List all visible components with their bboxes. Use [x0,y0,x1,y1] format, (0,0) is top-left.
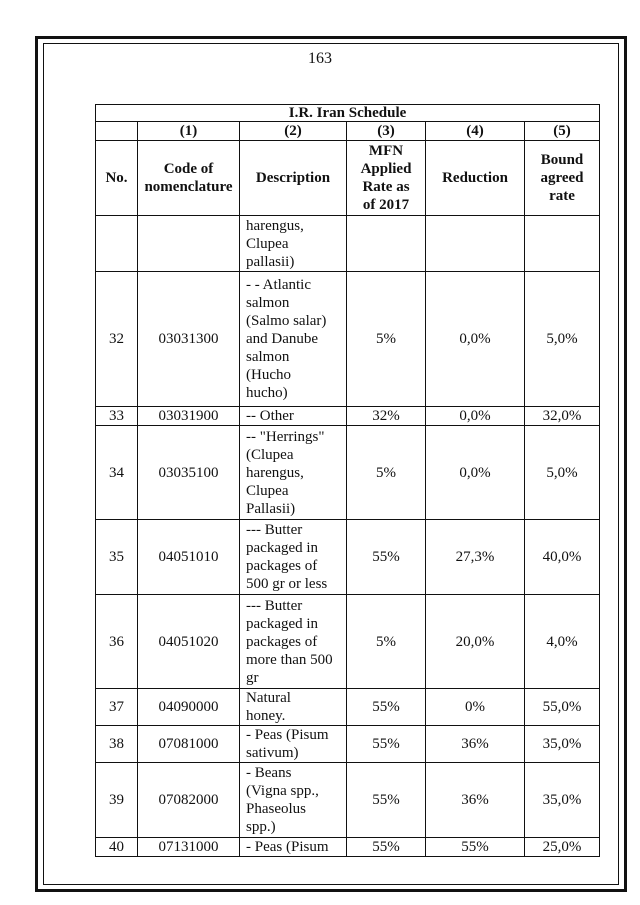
cell-mfn-rate: 55% [347,838,426,857]
description-line: packages of [246,558,318,574]
description-line: hucho) [246,385,288,401]
page-number: 163 [308,50,332,67]
description-line: spp.) [246,819,276,835]
header-row [96,141,600,216]
cell-no: 34 [96,426,138,520]
table-row [96,689,600,726]
table-row [96,426,600,520]
cell-code: 03035100 [138,426,240,520]
table-row [96,595,600,689]
description-line: (Vigna spp., [246,783,319,799]
cell-reduction: 0,0% [426,426,525,520]
cell-mfn-rate: 32% [347,407,426,426]
cell-description [240,726,347,763]
description-line: and Danube [246,331,319,347]
cell-code: 03031900 [138,407,240,426]
description-line: more than 500 [246,651,333,668]
cell-bound-rate: 4,0% [525,595,600,689]
table-row [96,726,600,763]
description-line: (Salmo salar) [246,313,327,329]
cell-code: 07081000 [138,726,240,763]
table-row [96,407,600,426]
description-line: Clupea [246,235,289,252]
description-line: packaged in [246,540,319,556]
description-line: 500 gr or less [246,576,328,592]
description-line: harengus, [246,217,304,234]
cell-mfn-rate: 5% [347,595,426,689]
cell-code: 04051020 [138,595,240,689]
cell-no: 39 [96,763,138,838]
table-title: I.R. Iran Schedule [96,105,600,122]
cell-no [96,216,138,272]
cell-no: 36 [96,595,138,689]
description-line: - Peas (Pisum [246,727,329,743]
description-line: packaged in [246,615,319,632]
header-no: No. [96,141,138,216]
cell-code [138,216,240,272]
description-line: Pallasii) [246,500,296,517]
cell-code: 07131000 [138,838,240,857]
cell-reduction [426,216,525,272]
cell-description [240,763,347,838]
description-line: Phaseolus [246,801,306,817]
header-mfn-rate: MFN Applied Rate as of 2017 [347,141,426,216]
description-line: (Clupea [246,446,294,463]
description-line: -- "Herrings" [246,428,325,445]
description-line: Clupea [246,482,289,499]
description-line: pallasii) [246,253,295,270]
table-row [96,216,600,272]
description-line: --- Butter [246,522,303,538]
cell-no: 40 [96,838,138,857]
cell-reduction: 27,3% [426,520,525,595]
description-line: - Beans [246,765,292,781]
table-title-row [96,105,600,122]
cell-mfn-rate: 55% [347,726,426,763]
cell-code: 07082000 [138,763,240,838]
cell-reduction: 0,0% [426,407,525,426]
cell-mfn-rate: 55% [347,689,426,726]
cell-code: 04051010 [138,520,240,595]
cell-bound-rate: 55,0% [525,689,600,726]
cell-bound-rate: 40,0% [525,520,600,595]
description-line: --- Butter [246,597,303,614]
description-line: (Hucho [246,367,291,383]
column-number: (2) [240,122,347,141]
description-line: honey. [246,708,286,724]
cell-description [240,689,347,726]
cell-bound-rate: 35,0% [525,763,600,838]
description-line: salmon [246,349,290,365]
table-row [96,520,600,595]
column-number-blank [96,122,138,141]
cell-code: 03031300 [138,272,240,407]
cell-description [240,272,347,407]
cell-reduction: 36% [426,726,525,763]
cell-bound-rate: 5,0% [525,426,600,520]
table-row [96,838,600,857]
description-line: - Peas (Pisum [246,839,329,855]
cell-reduction: 0,0% [426,272,525,407]
cell-description [240,838,347,857]
cell-no: 37 [96,689,138,726]
cell-mfn-rate: 5% [347,426,426,520]
cell-bound-rate: 5,0% [525,272,600,407]
cell-reduction: 55% [426,838,525,857]
description-line: sativum) [246,745,299,761]
header-bound-rate: Bound agreed rate [525,141,600,216]
cell-bound-rate: 32,0% [525,407,600,426]
description-line: harengus, [246,464,304,481]
table-row [96,272,600,407]
column-number: (5) [525,122,600,141]
cell-no: 32 [96,272,138,407]
schedule-table [95,104,600,857]
cell-bound-rate: 25,0% [525,838,600,857]
cell-no: 38 [96,726,138,763]
cell-description [240,407,347,426]
cell-mfn-rate: 55% [347,763,426,838]
description-line: gr [246,669,259,686]
header-reduction: Reduction [426,141,525,216]
header-description: Description [240,141,347,216]
description-line: Natural [246,690,291,706]
cell-description [240,520,347,595]
table-row [96,763,600,838]
cell-reduction: 36% [426,763,525,838]
column-number: (3) [347,122,426,141]
description-line: - - Atlantic [246,277,311,293]
cell-mfn-rate: 5% [347,272,426,407]
cell-mfn-rate: 55% [347,520,426,595]
cell-mfn-rate [347,216,426,272]
cell-no: 33 [96,407,138,426]
description-line: packages of [246,633,318,650]
cell-bound-rate [525,216,600,272]
cell-description [240,426,347,520]
cell-code: 04090000 [138,689,240,726]
cell-description [240,216,347,272]
cell-reduction: 0% [426,689,525,726]
cell-no: 35 [96,520,138,595]
header-code: Code of nomenclature [138,141,240,216]
column-number: (4) [426,122,525,141]
column-number: (1) [138,122,240,141]
cell-bound-rate: 35,0% [525,726,600,763]
description-line: salmon [246,295,290,311]
cell-reduction: 20,0% [426,595,525,689]
column-number-row [96,122,600,141]
description-line: -- Other [246,408,294,424]
cell-description [240,595,347,689]
